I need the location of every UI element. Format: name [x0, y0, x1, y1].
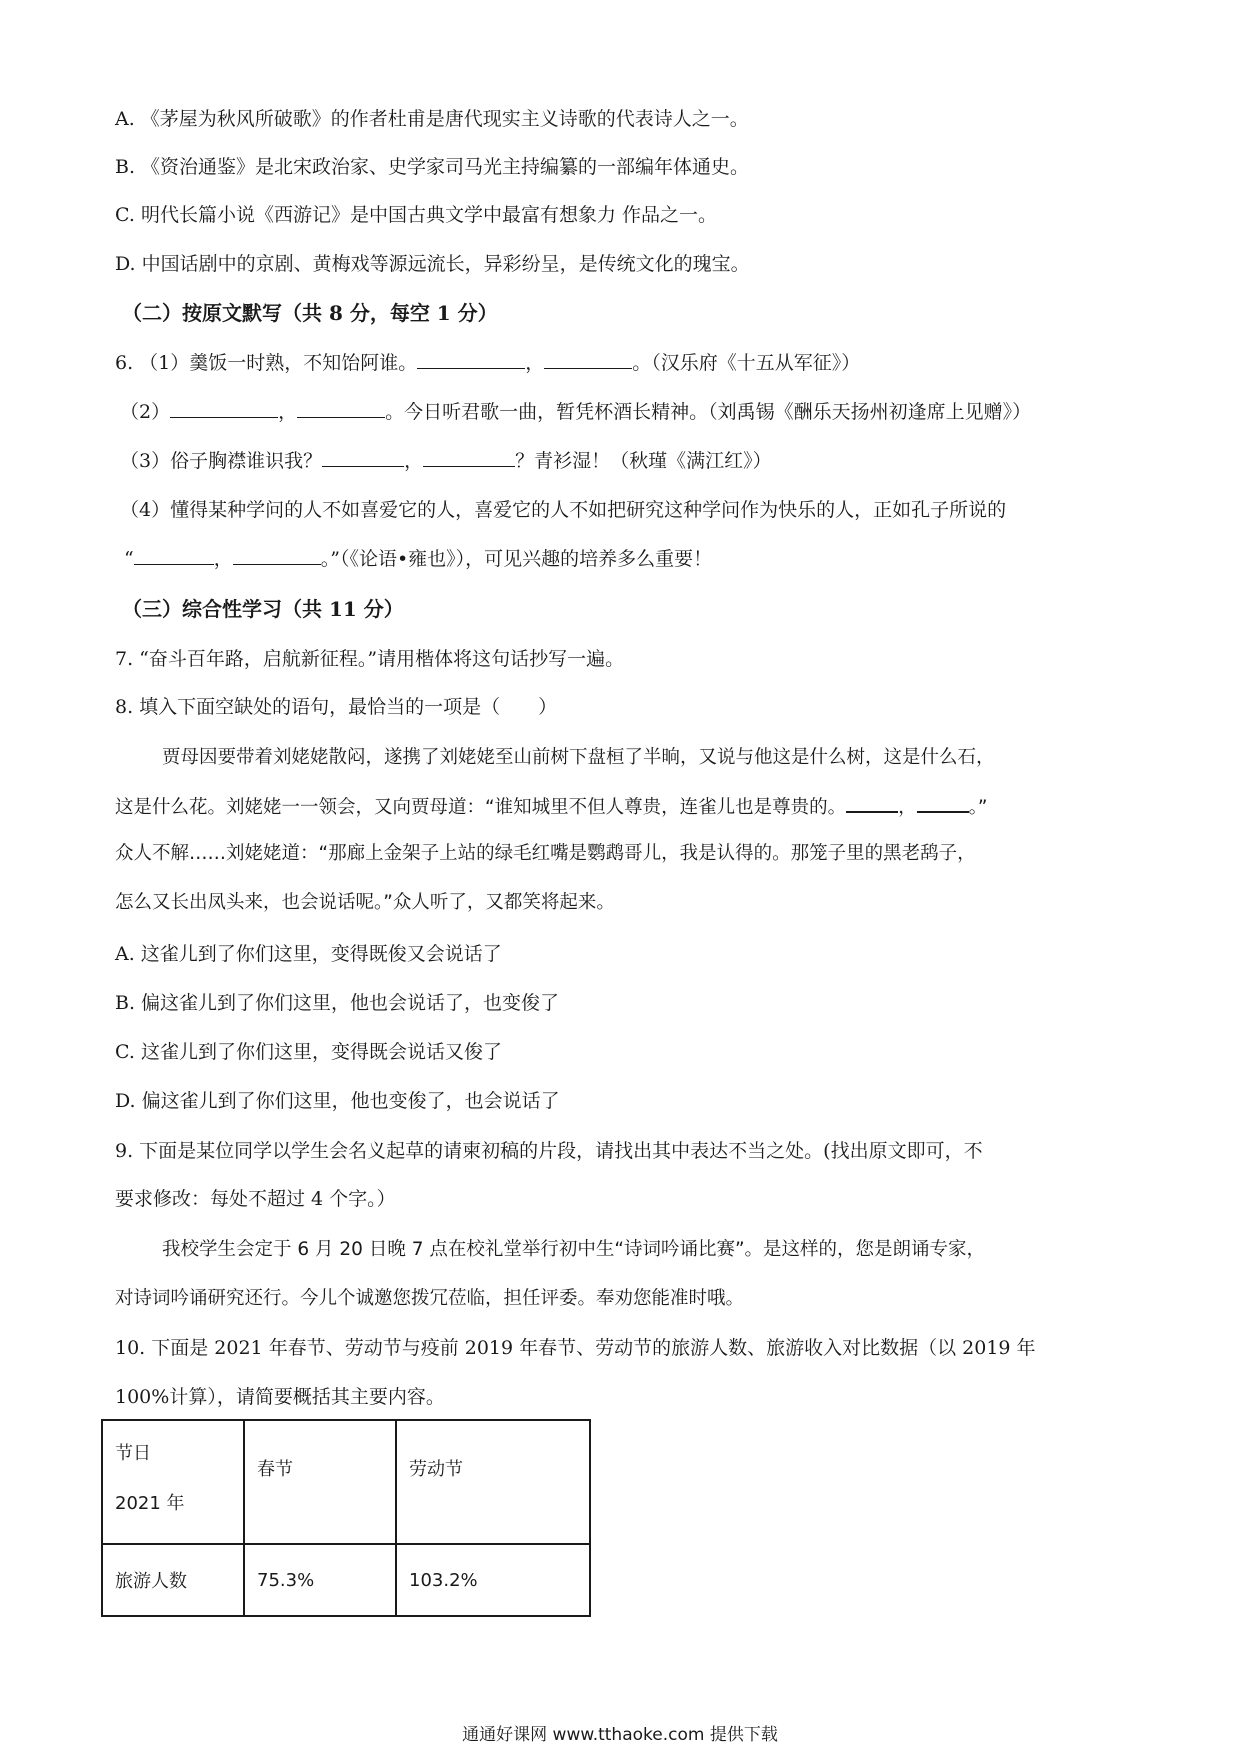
q9-passage-line: 我校学生会定于 6 月 20 日晚 7 点在校礼堂举行初中生“诗词吟诵比赛”。是这样的，您是朗诵专家，: [162, 1239, 986, 1260]
answer-blank[interactable]: [170, 399, 278, 418]
q8-passage-line: 这是什么花。刘姥姥一一领会，又向贾母道：“谁知城里不但人尊贵，连雀儿也是尊贵的。 ， 。”: [115, 793, 987, 821]
table-header-cell: 春节: [244, 1420, 396, 1544]
q8-stem: 8. 填入下面空缺处的语句，最恰当的一项是（ ）: [115, 696, 558, 718]
q8-option-d: D. 偏这雀儿到了你们这里，他也变俊了，也会说话了: [115, 1090, 560, 1112]
q8-option-b: B. 偏这雀儿到了你们这里，他也会说话了，也变俊了: [115, 992, 560, 1014]
q9-text: 9. 下面是某位同学以学生会名义起草的请柬初稿的片段，请找出其中表达不当之处。(找出原文即可，不: [115, 1140, 983, 1162]
answer-blank[interactable]: [417, 350, 525, 369]
answer-blank[interactable]: [297, 399, 385, 418]
answer-blank[interactable]: [544, 350, 632, 369]
q5-option-c: C. 明代长篇小说《西游记》是中国古典文学中最富有想象力 作品之一。: [115, 204, 717, 226]
q8-passage-line: 贾母因要带着刘姥姥散闷，遂携了刘姥姥至山前树下盘桓了半晌，又说与他这是什么树，这是什么石，: [162, 747, 995, 768]
q9-text: 要求修改：每处不超过 4 个字。）: [115, 1188, 396, 1210]
q6-line-2: （2） ， 。今日听君歌一曲，暂凭杯酒长精神。（刘禹锡《酬乐天扬州初逢席上见赠》）: [120, 401, 1032, 423]
q5-option-a: A. 《茅屋为秋风所破歌》的作者杜甫是唐代现实主义诗歌的代表诗人之一。: [115, 108, 749, 130]
table-header-cell: 劳动节: [396, 1420, 590, 1544]
table-cell: 75.3%: [244, 1544, 396, 1616]
q10-text: 100%计算），请简要概括其主要内容。: [115, 1386, 445, 1408]
q6-line-5: “ ， 。”（《论语•雍也》），可见兴趣的培养多么重要！: [124, 548, 713, 570]
tourism-table: [101, 1419, 591, 1617]
q5-option-d: D. 中国话剧中的京剧、黄梅戏等源远流长，异彩纷呈，是传统文化的瑰宝。: [115, 253, 750, 275]
q8-option-a: A. 这雀儿到了你们这里，变得既俊又会说话了: [115, 943, 502, 965]
section-2-heading: （二）按原文默写（共 8 分，每空 1 分）: [122, 301, 498, 325]
q10-text: 10. 下面是 2021 年春节、劳动节与疫前 2019 年春节、劳动节的旅游人数、旅游收入对比数据（以 2019 年: [115, 1337, 1036, 1359]
answer-blank[interactable]: [917, 793, 969, 813]
answer-blank[interactable]: [233, 546, 321, 565]
q9-passage-line: 对诗词吟诵研究还行。今儿个诚邀您拨冗莅临，担任评委。奉劝您能准时哦。: [115, 1288, 745, 1309]
answer-blank[interactable]: [134, 546, 214, 565]
q6-line-3: （3）俗子胸襟谁识我？ ， ？青衫湿！（秋瑾《满江红》）: [120, 450, 772, 472]
answer-blank[interactable]: [423, 448, 515, 467]
answer-blank[interactable]: [846, 793, 898, 813]
q6-line-4: （4）懂得某种学问的人不如喜爱它的人，喜爱它的人不如把研究这种学问作为快乐的人，正如孔子所说的: [120, 499, 1007, 521]
q8-option-c: C. 这雀儿到了你们这里，变得既会说话又俊了: [115, 1041, 502, 1063]
table-cell: 103.2%: [396, 1544, 590, 1616]
page-footer: 通通好课网 www.tthaoke.com 提供下载: [462, 1725, 778, 1745]
q7-text: 7. “奋斗百年路，启航新征程。”请用楷体将这句话抄写一遍。: [115, 648, 625, 670]
q5-option-b: B. 《资治通鉴》是北宋政治家、史学家司马光主持编纂的一部编年体通史。: [115, 156, 750, 178]
table-corner-cell: 节日 2021 年: [102, 1420, 244, 1544]
q8-passage-line: 众人不解……刘姥姥道：“那廊上金架子上站的绿毛红嘴是鹦鹉哥儿，我是认得的。那笼子里的黑老鸹子，: [115, 843, 976, 864]
section-3-heading: （三）综合性学习（共 11 分）: [122, 597, 404, 621]
q6-line-1: 6. （1）羹饭一时熟，不知饴阿谁。 ， 。（汉乐府《十五从军征》）: [115, 352, 861, 374]
q8-passage-line: 怎么又长出凤头来，也会说话呢。”众人听了，又都笑将起来。: [115, 892, 615, 913]
table-row-label: 旅游人数: [102, 1544, 244, 1616]
answer-blank[interactable]: [322, 448, 404, 467]
